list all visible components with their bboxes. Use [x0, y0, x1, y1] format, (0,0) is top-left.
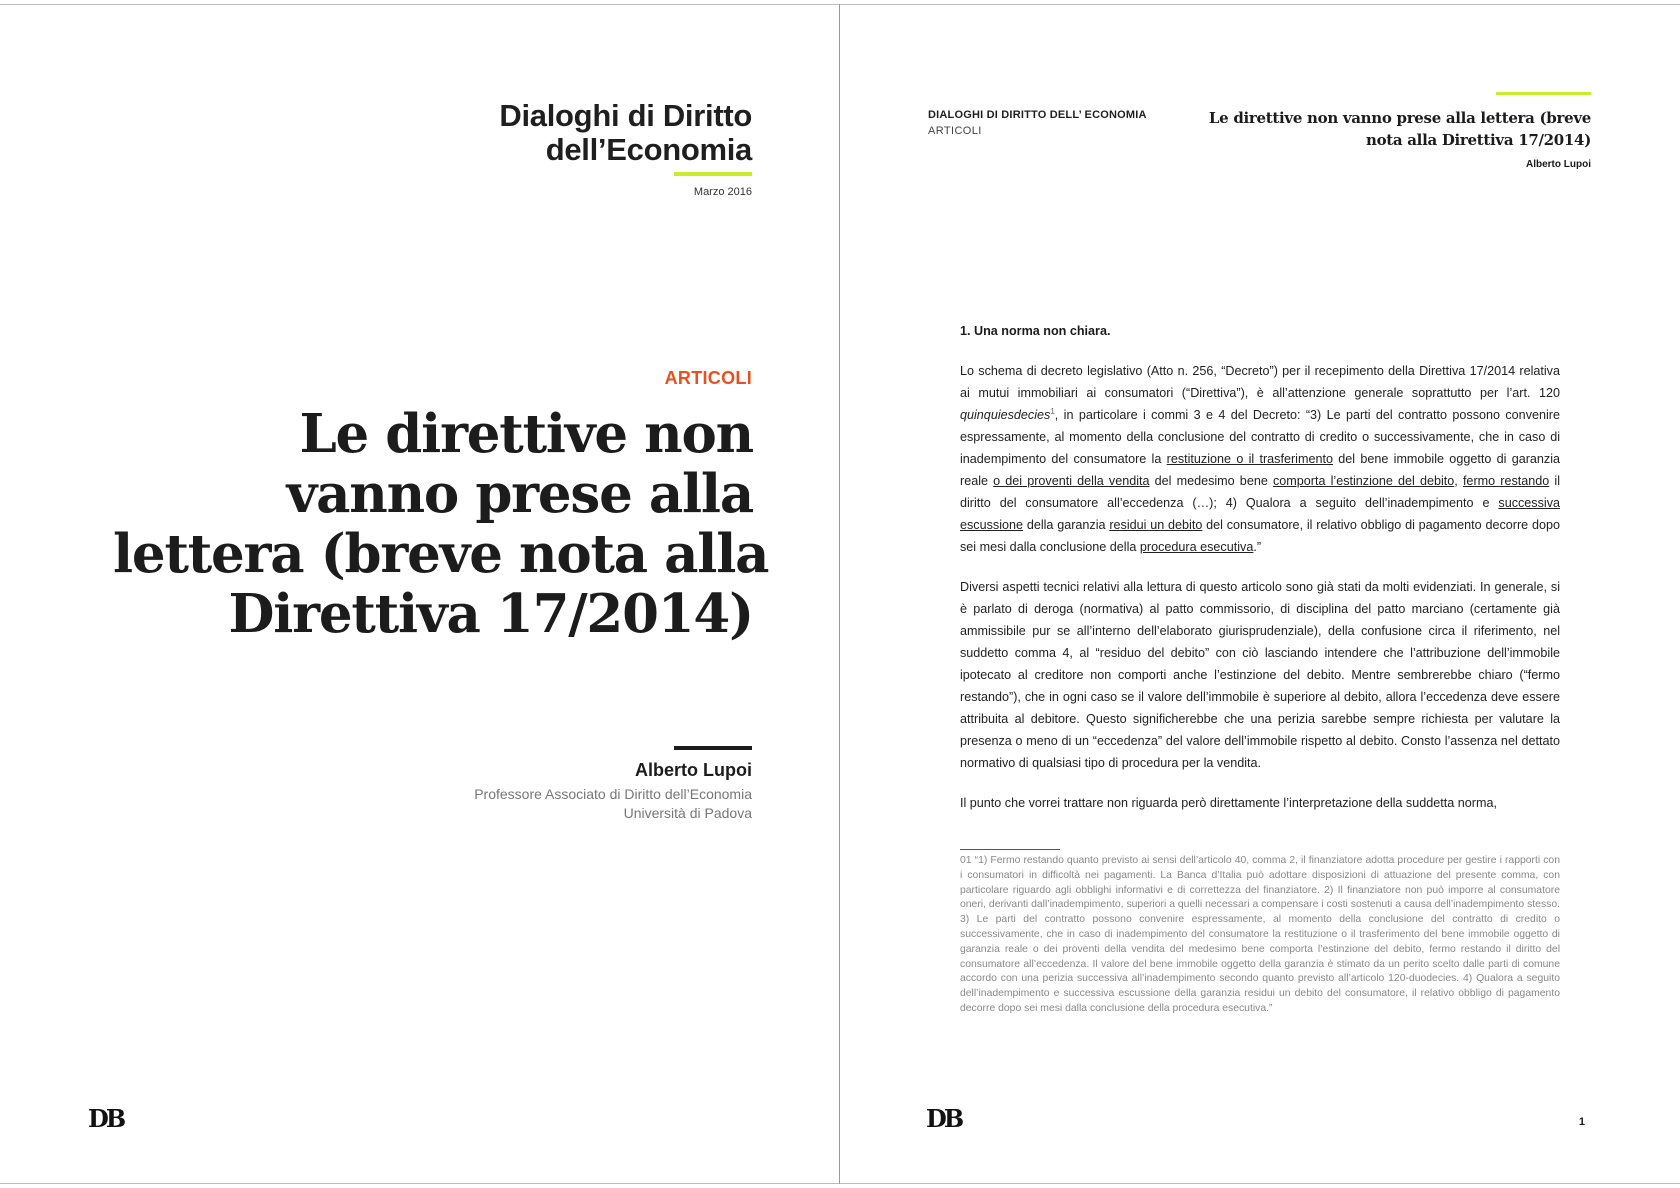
paragraph-2: Diversi aspetti tecnici relativi alla lettura di questo articolo sono già stati da molti evidenziati. In generale, si è parlato di deroga (normativa) al patto commissorio, di disciplina del patto marciano (certamente già ammissibile pur se all’interno dell’elaborato giurisprudenziale), della confusione circa il riferimento, nel suddetto comma 4, al “residuo del debito” con ciò lasciando intendere che l’attribuzione dell’immobile ipotecato al creditore non comporti anche l’estinzione del debito. Mentre sembrerebbe chiaro (“fermo restando”), che in ogni caso se il valore dell’immobile è superiore al debito, allora l’eccedenza deve essere attribuita al debitore. Questo significherebbe che una perizia sarebbe sempre richiesta per valutare la presenza o meno di un “eccedenza” del valore dell’immobile rispetto al debito. Consto l’assenza nel dettato normativo di qualsiasi tipo di procedura per la vendita.	[960, 580, 1560, 770]
author-name: Alberto Lupoi	[635, 760, 752, 780]
article-title	[113, 403, 769, 645]
section-heading: 1. Una norma non chiara.	[960, 324, 1111, 338]
header-article-title	[1191, 107, 1591, 151]
cover-page	[0, 4, 839, 1184]
paragraph-1: Lo schema di decreto legislativo (Atto n. 256, “Decreto”) per il recepimento della Direttiva 17/2014 relativa ai mutui immobiliari ai consumatori (“Direttiva”), è all’attenzione generale soprattutto per l’art. 120 quinquiesdecies$^1$, in particolare i commi 3 e 4 del Decreto: “3) Le parti del contratto possono convenire espressamente, al momento della conclusione del contratto di credito o successivamente, che in caso di inadempimento del consumatore la restituzione o il trasferimento del bene immobile oggetto di garanzia reale o dei proventi della vendita del medesimo bene comporta l’estinzione del debito, fermo restando il diritto del consumatore all’eccedenza (…); 4) Qualora a seguito dell’inadempimento e successiva escussione della garanzia residui un debito del consumatore, il relativo obbligo di pagamento decorre dopo sei mesi dalla conclusione della procedura esecutiva.”	[960, 364, 1561, 554]
article-title-line: lettera (breve nota alla	[113, 523, 769, 585]
header-title-line: Le direttive non vanno prese alla lettera (breve	[1208, 109, 1591, 127]
header-title-line: nota alla Direttiva 17/2014)	[1365, 131, 1591, 149]
footnote-rule	[960, 849, 1060, 850]
header-author: Alberto Lupoi	[1526, 159, 1591, 170]
journal-title-line: Dialoghi di Diritto	[499, 98, 752, 133]
author-affiliation	[474, 785, 752, 823]
article-body	[960, 320, 1560, 832]
article-title-line: vanno prese alla	[286, 463, 753, 525]
db-logo: DB	[926, 1104, 962, 1133]
header-accent-line	[1496, 92, 1591, 95]
page-number: 1	[1578, 1116, 1585, 1128]
journal-title	[499, 99, 752, 167]
paragraph-3: Il punto che vorrei trattare non riguarda però direttamente l’interpretazione della suddetta norma,	[960, 796, 1497, 810]
issue-date: Marzo 2016	[693, 186, 752, 198]
affiliation-line: Professore Associato di Diritto dell’Economia	[474, 786, 752, 802]
footnote: 01 “1) Fermo restando quanto previsto ai sensi dell’articolo 40, comma 2, il finanziatore adotta procedure per gestire i rapporti con i consumatori in difficoltà nei pagamenti. La Banca d’Italia può adottare disposizioni di attuazione del presente comma, con particolare riguardo agli obblighi informativi e di correttezza del finanziatore. 2) Il finanziatore non può imporre al consumatore oneri, derivanti dall’inadempimento, superiori a quelli necessari a compensare i costi sostenuti a causa dell’inadempimento stesso. 3) Le parti del contratto possono convenire espressamente, al momento della conclusione del contratto di credito o successivamente, che in caso di inadempimento del consumatore la restituzione o il trasferimento del bene immobile oggetto di garanzia reale o dei proventi della vendita del medesimo bene comporta l’estinzione del debito, fermo restando il diritto del consumatore all’eccedenza. Il valore del bene immobile oggetto della garanzia è stimato da un perito scelto dalle parti di comune accordo con una perizia successiva all’inadempimento secondo quanto previsto all’articolo 120-duodecies. 4) Qualora a seguito dell’inadempimento e successiva escussione della garanzia residui un debito del consumatore, il relativo obbligo di pagamento decorre dopo sei mesi dalla conclusione della procedura esecutiva.”	[960, 855, 1560, 1014]
article-title-line: Le direttive non	[299, 403, 753, 465]
header-journal: DIALOGHI DI DIRITTO DELL’ ECONOMIA	[928, 109, 1147, 121]
author-rule	[674, 746, 752, 750]
section-label: ARTICOLI	[664, 368, 752, 388]
affiliation-line: Università di Padova	[623, 805, 752, 821]
article-title-line: Direttiva 17/2014)	[228, 583, 753, 645]
header-section: ARTICOLI	[928, 125, 982, 137]
content-page	[840, 4, 1680, 1184]
journal-title-line: dell’Economia	[545, 132, 752, 167]
db-logo: DB	[88, 1104, 124, 1133]
footnote-ref[interactable]: 1	[1050, 406, 1055, 416]
accent-line	[674, 172, 752, 176]
